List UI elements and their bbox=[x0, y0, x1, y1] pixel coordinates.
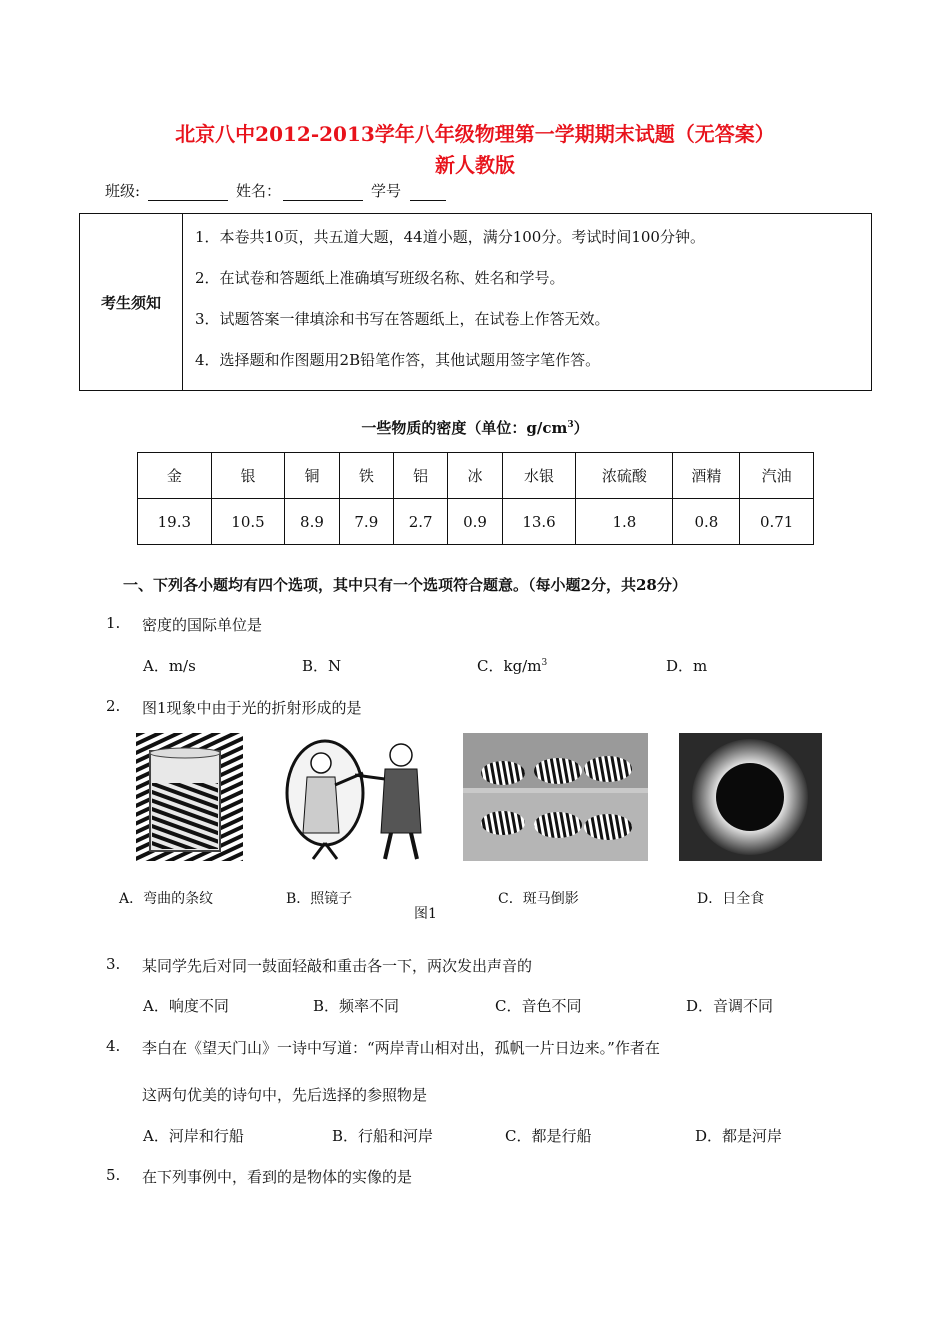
question-number: 2. bbox=[106, 697, 121, 715]
figure-caption-b: B．照镜子 bbox=[286, 891, 353, 907]
table-cell: 8.9 bbox=[285, 499, 339, 545]
notice-item: 3．试题答案一律填涂和书写在答题纸上，在试卷上作答无效。 bbox=[195, 310, 610, 328]
question-text-line2: 这两句优美的诗句中，先后选择的参照物是 bbox=[142, 1086, 428, 1104]
figure-mirror bbox=[273, 733, 431, 861]
id-blank[interactable] bbox=[410, 186, 446, 201]
class-blank[interactable] bbox=[148, 186, 228, 201]
notice-table bbox=[79, 213, 872, 391]
question-text: 密度的国际单位是 bbox=[142, 616, 263, 634]
notice-items bbox=[183, 214, 872, 391]
table-header-cell: 铁 bbox=[339, 453, 393, 499]
question-number: 4. bbox=[106, 1037, 121, 1055]
table-cell: 13.6 bbox=[502, 499, 576, 545]
question-text: 某同学先后对同一鼓面轻敲和重击各一下，两次发出声音的 bbox=[142, 957, 533, 975]
notice-item: 4．选择题和作图题用2B铅笔作答，其他试题用签字笔作答。 bbox=[195, 351, 601, 369]
option-c: C．都是行船 bbox=[505, 1127, 592, 1145]
table-cell: 0.8 bbox=[673, 499, 740, 545]
figure-zebra-reflection bbox=[463, 733, 648, 861]
option-a: A．河岸和行船 bbox=[143, 1127, 244, 1145]
page-subtitle: 新人教版 bbox=[435, 153, 515, 177]
notice-item: 2．在试卷和答题纸上准确填写班级名称、姓名和学号。 bbox=[195, 269, 565, 287]
option-c: C．音色不同 bbox=[495, 997, 582, 1015]
notice-item: 1．本卷共10页，共五道大题，44道小题，满分100分。考试时间100分钟。 bbox=[195, 228, 705, 246]
option-b: B．N bbox=[302, 657, 342, 675]
figure-solar-eclipse bbox=[679, 733, 822, 861]
figure-caption-c: C．斑马倒影 bbox=[498, 891, 579, 907]
class-label: 班级: bbox=[105, 182, 141, 200]
figure-caption-d: D．日全食 bbox=[697, 891, 765, 907]
question-number: 5. bbox=[106, 1166, 121, 1184]
section-heading: 一、下列各小题均有四个选项，其中只有一个选项符合题意。（每小题2分，共28分） bbox=[123, 576, 687, 594]
question-text: 在下列事例中，看到的是物体的实像的是 bbox=[142, 1168, 413, 1186]
table-cell: 2.7 bbox=[394, 499, 448, 545]
table-header-cell: 金 bbox=[138, 453, 212, 499]
table-row bbox=[138, 453, 814, 499]
figure-bent-stripes bbox=[136, 733, 243, 861]
id-label: 学号 bbox=[371, 182, 402, 200]
notice-heading: 考生须知 bbox=[80, 214, 183, 391]
table-cell: 0.71 bbox=[740, 499, 814, 545]
figure-label: 图1 bbox=[414, 906, 437, 922]
table-row bbox=[138, 499, 814, 545]
table-header-cell: 水银 bbox=[502, 453, 576, 499]
option-a: A．m/s bbox=[143, 657, 196, 675]
table-cell: 0.9 bbox=[448, 499, 502, 545]
option-d: D．m bbox=[666, 657, 708, 675]
table-header-cell: 酒精 bbox=[673, 453, 740, 499]
table-header-cell: 冰 bbox=[448, 453, 502, 499]
table-header-cell: 汽油 bbox=[740, 453, 814, 499]
density-table bbox=[137, 452, 814, 545]
option-a: A．响度不同 bbox=[143, 997, 229, 1015]
option-c: C．$kg/m^3$ bbox=[477, 657, 548, 675]
table-header-cell: 浓硫酸 bbox=[576, 453, 673, 499]
question-number: 1. bbox=[106, 614, 121, 632]
option-b: B．行船和河岸 bbox=[332, 1127, 434, 1145]
option-b: B．频率不同 bbox=[313, 997, 400, 1015]
name-label: 姓名： bbox=[236, 182, 282, 200]
option-d: D．都是河岸 bbox=[695, 1127, 783, 1145]
figure-caption-a: A．弯曲的条纹 bbox=[119, 891, 214, 907]
question-text: 李白在《望天门山》一诗中写道：“两岸青山相对出，孤帆一片日边来。”作者在 bbox=[142, 1039, 660, 1057]
table-header-cell: 铝 bbox=[394, 453, 448, 499]
table-cell: 1.8 bbox=[576, 499, 673, 545]
table-cell: 7.9 bbox=[339, 499, 393, 545]
question-number: 3. bbox=[106, 955, 121, 973]
page-title: 北京八中2012-2013学年八年级物理第一学期期末试题（无答案） bbox=[175, 122, 775, 146]
table-header-cell: 铜 bbox=[285, 453, 339, 499]
name-blank[interactable] bbox=[283, 186, 363, 201]
table-header-cell: 银 bbox=[211, 453, 285, 499]
table-cell: 19.3 bbox=[138, 499, 212, 545]
option-d: D．音调不同 bbox=[686, 997, 774, 1015]
table-cell: 10.5 bbox=[211, 499, 285, 545]
density-table-title: 一些物质的密度（单位：$g/cm^3$） bbox=[361, 419, 589, 437]
question-text: 图1现象中由于光的折射形成的是 bbox=[142, 699, 362, 717]
